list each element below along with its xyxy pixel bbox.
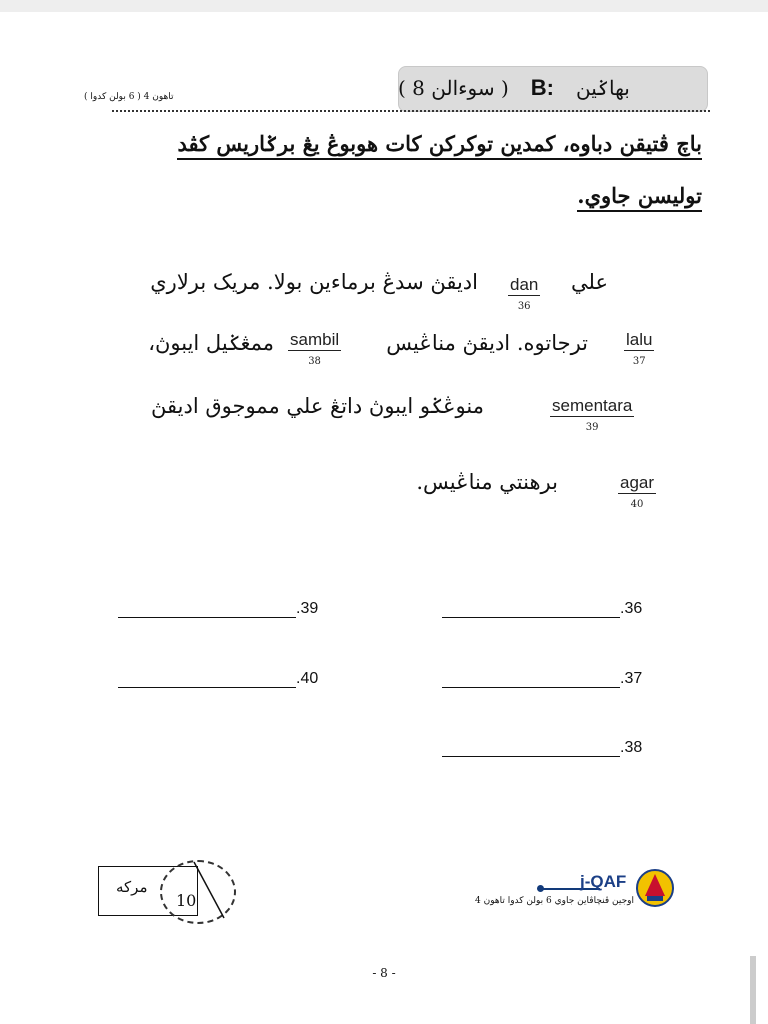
word-38: sambil 38: [290, 330, 340, 367]
section-header: [398, 66, 688, 110]
page-number: - 8 -: [372, 966, 396, 980]
answer-40-blank[interactable]: [118, 673, 296, 688]
instruction-line-2: توليسن جاوي.: [102, 180, 702, 212]
answer-38-blank[interactable]: [442, 742, 620, 757]
answer-37[interactable]: .37: [442, 670, 642, 688]
passage-line-3-end: منوڠݢو ايبوڽ داتڠ علي مموجوق اديقڽ: [151, 394, 484, 418]
question-count: ( سوءالن 8 ): [398, 76, 509, 100]
crest-icon: [635, 868, 675, 908]
passage-line-1-end: اديقڽ سدڠ برماءين بولا. مريک برلاري: [150, 270, 478, 294]
passage-line-4-end: برهنتي مناڠيس.: [416, 470, 558, 494]
jqaf-logo: j-QAF: [580, 872, 627, 891]
word-40: agar 40: [620, 473, 655, 510]
section-letter: B:: [530, 75, 555, 100]
answer-36[interactable]: .36: [442, 600, 642, 618]
dotted-divider: [112, 110, 710, 112]
word-39: sementara 39: [552, 396, 633, 433]
answer-40[interactable]: .40: [118, 670, 318, 688]
answer-37-blank[interactable]: [442, 673, 620, 688]
passage-line-1-start: علي: [571, 270, 608, 294]
instruction-line-1: باچ ڤتيقن دباوه، كمدين توكركن كات هوبوڠ يڠ برݢاريس كڤد: [102, 128, 702, 160]
section-label: بهاݢين: [576, 76, 630, 100]
footer-subtitle: اوجين ڤنچاڤاين جاوي 6 بولن كدوا تاهون 4: [474, 896, 634, 906]
top-strip: [0, 0, 768, 12]
score-value: 10: [176, 891, 197, 910]
word-37: lalu 37: [626, 330, 653, 367]
answer-36-blank[interactable]: [442, 603, 620, 618]
score-label: مركه: [116, 878, 148, 896]
answer-39-blank[interactable]: [118, 603, 296, 618]
header-small-title: تاهون 4 ( 6 بولن كدوا ): [84, 92, 174, 102]
word-36: dan 36: [510, 275, 539, 312]
answer-39[interactable]: .39: [118, 600, 318, 618]
scrollbar[interactable]: [750, 956, 756, 1024]
answer-38[interactable]: .38: [442, 739, 642, 757]
passage-line-2-end: ممڠݢيل ايبوڽ،: [148, 331, 274, 355]
passage-line-2-mid: ترجاتوه. اديقڽ مناڠيس: [386, 331, 588, 355]
